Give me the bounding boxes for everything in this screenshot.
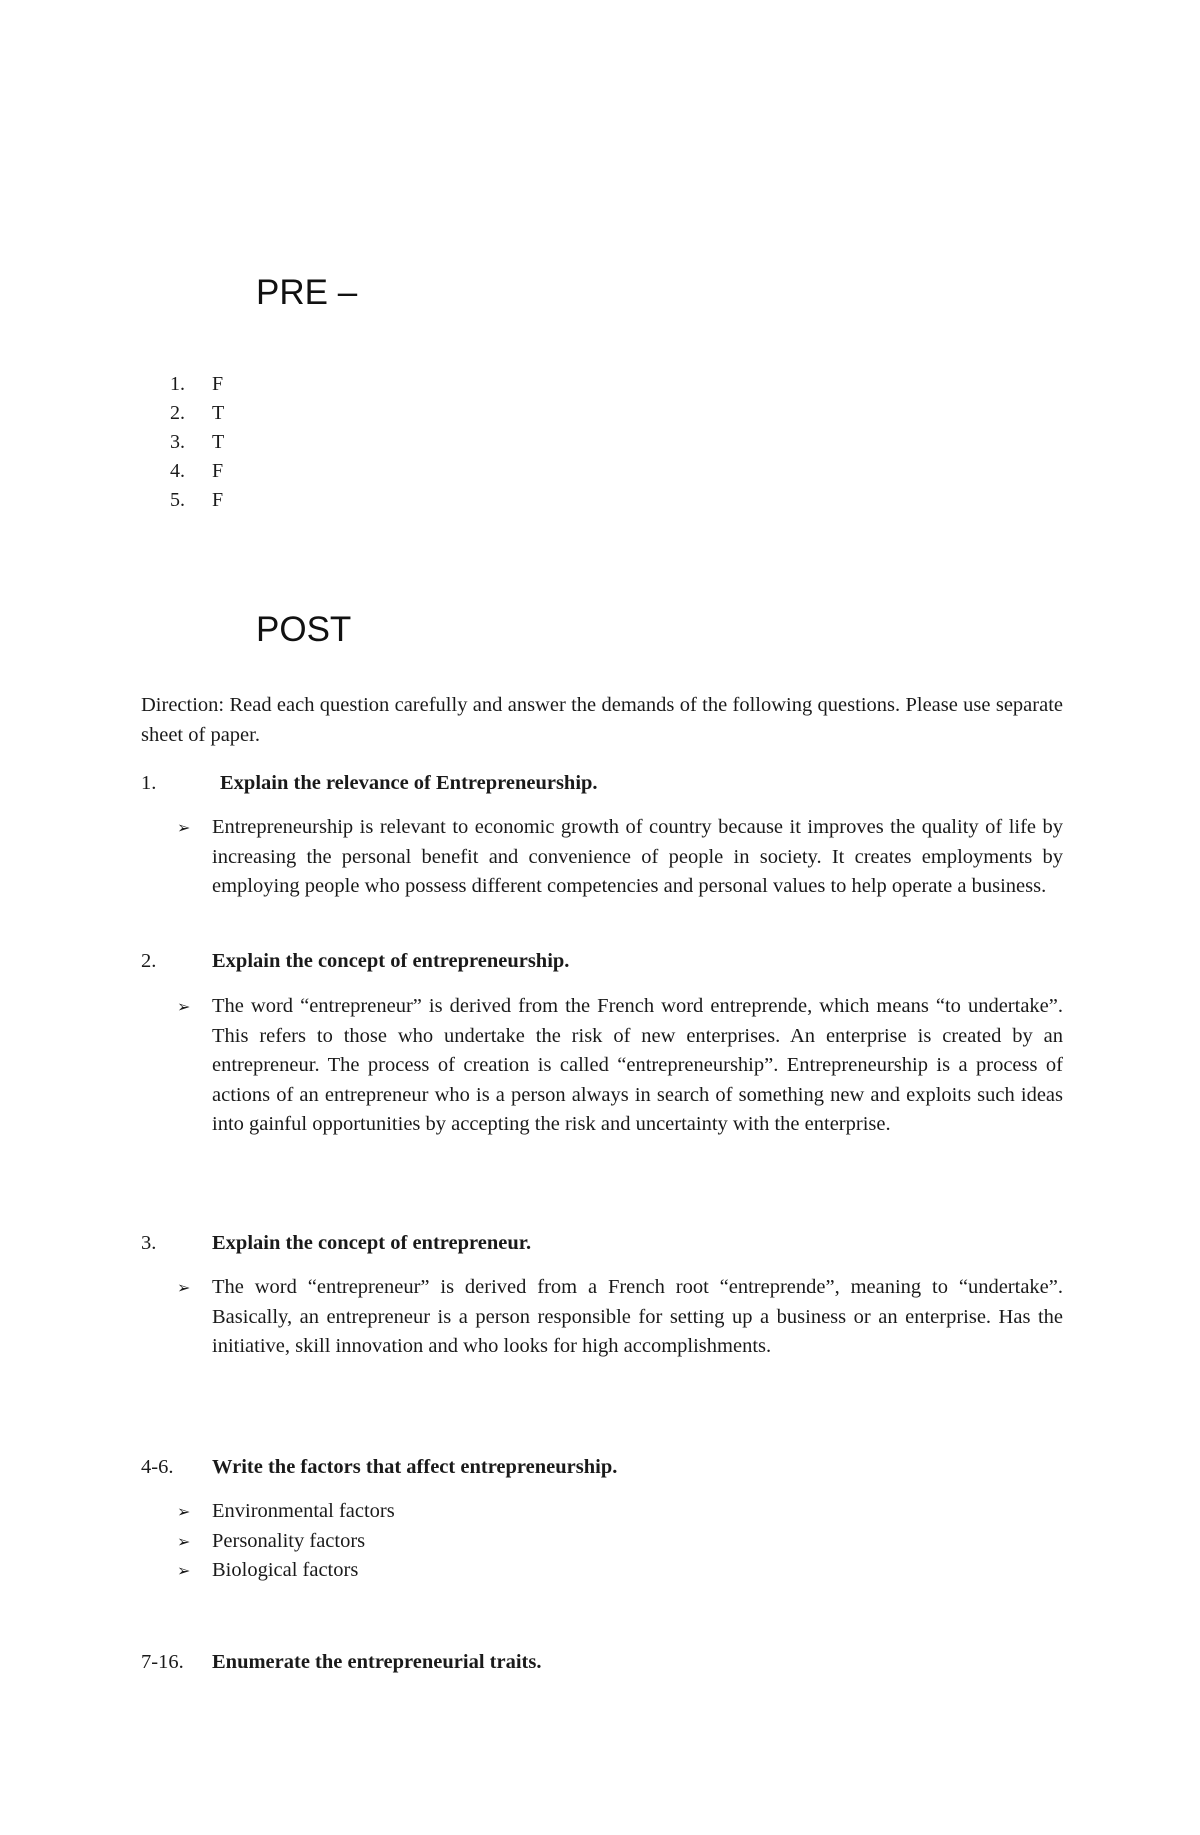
- answer-text: The word “entrepreneur” is derived from a French root “entreprende”, meaning to “undertake”. Basically, an entrepreneur is a person responsible for setting up a business or an enterprise. Has the initiative, skill innovation and who looks for high accomplishments.: [212, 1276, 1063, 1357]
- question-number: 4-6.: [141, 1456, 174, 1478]
- answer-bullet: [177, 1527, 1063, 1557]
- pre-answer-item: [170, 486, 224, 515]
- answer-text: Biological factors: [212, 1559, 359, 1581]
- question-prompt: Explain the concept of entrepreneur.: [212, 1232, 532, 1254]
- answer-text: Personality factors: [212, 1529, 366, 1552]
- pre-answer-item: [170, 370, 224, 399]
- answer-number: 2.: [170, 402, 185, 424]
- question-3: [141, 1229, 1063, 1259]
- arrow-bullet-icon: ➢: [177, 997, 191, 1016]
- pre-answer-item: [170, 457, 224, 486]
- question-prompt: Explain the concept of entrepreneurship.: [212, 950, 570, 972]
- arrow-bullet-icon: ➢: [177, 1531, 191, 1551]
- answer-text: The word “entrepreneur” is derived from the French word entreprende, which means “to undertake”. This refers to those who undertake the risk of new enterprises. An enterprise is created by an entrepreneur. The process of creation is called “entrepreneurship”. Entrepreneurship is a process of actions of an entrepreneur who is a person always in search of something new and exploits such ideas into gainful opportunities by accepting the risk and uncertainty with the enterprise.: [212, 995, 1063, 1135]
- answer-bullet: [177, 1556, 1063, 1586]
- answer-bullet: [177, 1497, 1063, 1527]
- answer-value: F: [212, 460, 224, 482]
- question-4-6: [141, 1453, 1063, 1483]
- arrow-bullet-icon: ➢: [177, 1502, 191, 1521]
- question-2-answers: [177, 992, 1063, 1140]
- pre-answer-item: [170, 399, 224, 428]
- pre-test-answer-list: [170, 370, 224, 515]
- question-prompt: Enumerate the entrepreneurial traits.: [212, 1651, 542, 1673]
- post-test-heading: POST: [256, 610, 352, 649]
- answer-value: F: [212, 489, 224, 511]
- answer-number: 3.: [170, 431, 185, 453]
- answer-value: F: [212, 373, 224, 395]
- question-7-16: [141, 1648, 1063, 1678]
- question-1-answers: [177, 813, 1063, 902]
- answer-number: 4.: [170, 460, 185, 482]
- answer-value: T: [212, 431, 225, 453]
- direction-text: Direction: Read each question carefully and answer the demands of the following questions. Please use separate sheet of paper.: [141, 694, 1063, 746]
- question-4-6-answers: [177, 1497, 1063, 1586]
- answer-bullet: [177, 1273, 1063, 1362]
- answer-bullet: [177, 813, 1063, 902]
- question-3-answers: [177, 1273, 1063, 1362]
- answer-bullet: [177, 992, 1063, 1140]
- question-number: 3.: [141, 1232, 157, 1254]
- question-number: 7-16.: [141, 1651, 184, 1673]
- question-prompt: Write the factors that affect entrepreneurship.: [212, 1456, 618, 1478]
- question-2: [141, 947, 1063, 977]
- pre-test-heading: PRE –: [256, 273, 358, 312]
- question-prompt: Explain the relevance of Entrepreneurship.: [220, 772, 598, 794]
- pre-answer-item: [170, 428, 224, 457]
- arrow-bullet-icon: ➢: [177, 1278, 191, 1297]
- answer-number: 1.: [170, 373, 185, 395]
- answer-text: Entrepreneurship is relevant to economic growth of country because it improves the quality of life by increasing the personal benefit and convenience of people in society. It creates employments by employing people who possess different competencies and personal values to help operate a business.: [212, 816, 1063, 897]
- answer-text: Environmental factors: [212, 1500, 395, 1522]
- arrow-bullet-icon: ➢: [177, 818, 191, 837]
- answer-number: 5.: [170, 489, 185, 511]
- arrow-bullet-icon: ➢: [177, 1561, 191, 1580]
- question-number: 1.: [141, 772, 157, 794]
- question-number: 2.: [141, 950, 157, 972]
- answer-value: T: [212, 402, 225, 424]
- question-1: [141, 769, 1063, 799]
